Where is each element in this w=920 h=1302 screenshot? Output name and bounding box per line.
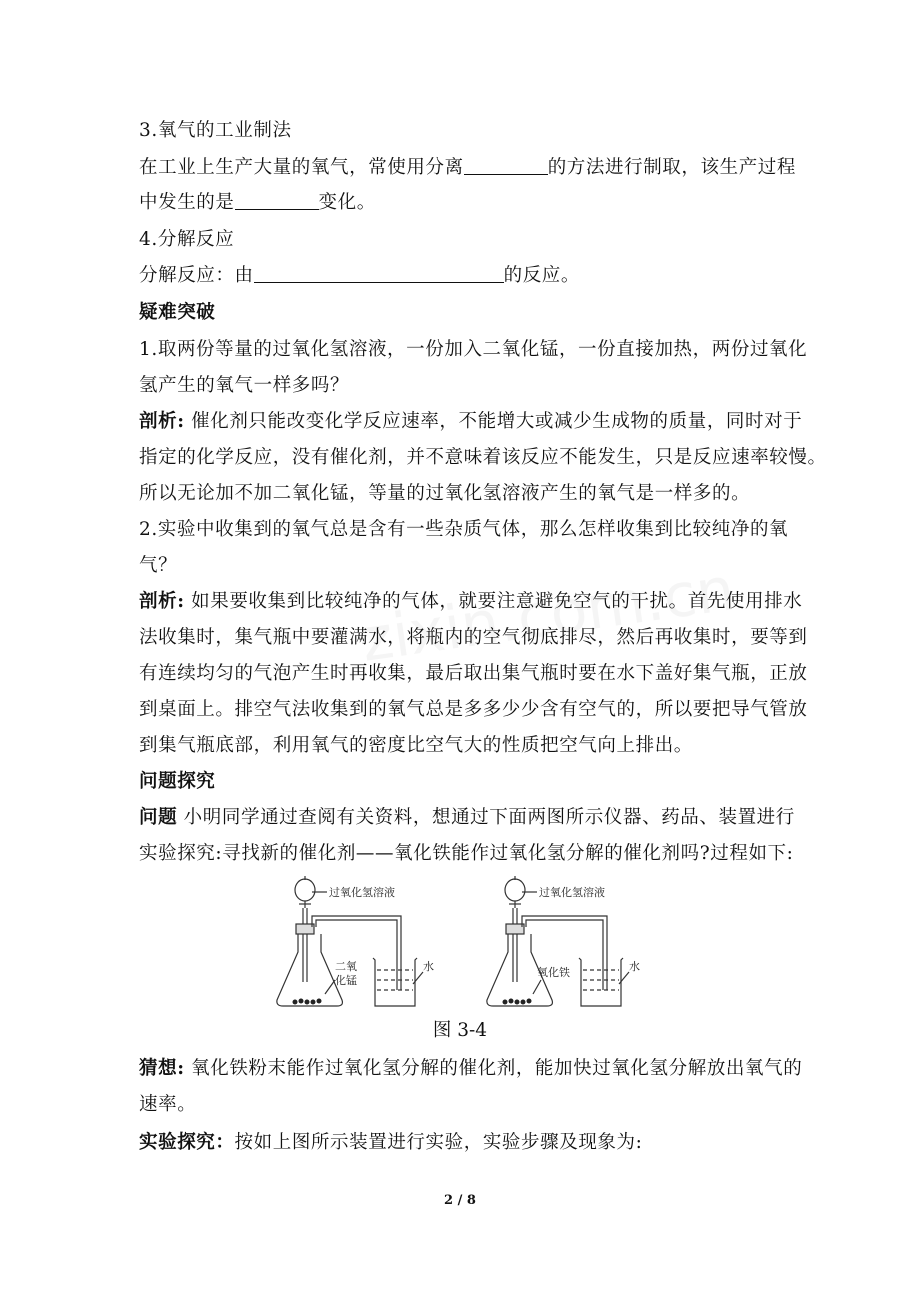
figure-caption: 图 3-4 <box>432 1020 488 1041</box>
guess-text: 氧化铁粉末能作过氧化氢分解的催化剂，能加快过氧化氢分解放出氧气的 <box>184 1058 803 1079</box>
answer-1-line-2: 指定的化学反应，没有催化剂，并不意味着该反应不能发生，只是反应速率较慢。 <box>139 447 827 468</box>
right-funnel-bulb <box>505 879 525 901</box>
fill-blank <box>464 156 548 175</box>
left-solid-label-2: 化锰 <box>335 974 357 987</box>
fill-blank <box>235 191 319 210</box>
question-2-line-1: 2.实验中收集到的氧气总是含有一些杂质气体，那么怎样收集到比较纯净的氧 <box>139 519 789 540</box>
left-beaker <box>373 958 417 1006</box>
experiment-line <box>139 1130 789 1156</box>
guess-line-1 <box>139 1056 803 1082</box>
explore-heading: 问题探究 <box>139 771 216 792</box>
answer-2-line-1 <box>139 589 803 615</box>
explore-question-line-1 <box>139 805 795 831</box>
guess-label: 猜想: <box>139 1058 185 1079</box>
question-2-line-2: 气？ <box>139 555 178 576</box>
answer-1-line-1 <box>139 409 803 435</box>
left-funnel-label: 过氧化氢溶液 <box>329 886 395 899</box>
page-number: 2 / 8 <box>444 1193 476 1208</box>
right-beaker <box>579 958 623 1006</box>
right-solid-label: 氧化铁 <box>537 966 570 979</box>
guess-line-2: 速率。 <box>139 1094 197 1115</box>
explore-question-line-2: 实验探究:寻找新的催化剂——氧化铁能作过氧化氢分解的催化剂吗?过程如下: <box>139 843 794 864</box>
section-4-title: 4.分解反应 <box>139 229 235 250</box>
experiment-label: 实验探究： <box>139 1132 235 1153</box>
fill-blank <box>254 264 504 283</box>
section-4-line-1 <box>139 263 789 289</box>
right-water-label: 水 <box>629 960 640 973</box>
question-1-line-2: 氢产生的氧气一样多吗？ <box>139 375 350 396</box>
answer-label: 剖析: <box>139 411 185 432</box>
left-flask <box>277 934 343 1006</box>
section-4-text-a: 分解反应：由 <box>139 265 254 286</box>
question-label: 问题 <box>139 807 178 828</box>
section-4-text-b: 的反应。 <box>503 265 581 286</box>
left-water-label: 水 <box>423 960 434 973</box>
apparatus-figure <box>265 872 665 1012</box>
section-3-text-c: 中发生的是 <box>139 192 235 213</box>
explore-question-text: 小明同学通过查阅有关资料，想通过下面两图所示仪器、药品、装置进行 <box>177 807 795 828</box>
left-funnel-bulb <box>295 879 315 901</box>
section-3-line-1 <box>139 155 797 181</box>
left-solid-label-1: 二氧 <box>335 960 357 973</box>
answer-1-text: 催化剂只能改变化学反应速率，不能增大或减少生成物的质量，同时对于 <box>184 411 803 432</box>
apparatus-diagram <box>265 872 665 1012</box>
section-3-text-d: 变化。 <box>318 192 376 213</box>
answer-2-line-3: 有连续均匀的气泡产生时再收集，最后取出集气瓶时要在水下盖好集气瓶，正放 <box>139 663 808 684</box>
right-funnel-label: 过氧化氢溶液 <box>539 886 605 899</box>
answer-2-line-5: 到集气瓶底部，利用氧气的密度比空气大的性质把空气向上排出。 <box>139 735 693 756</box>
answer-label: 剖析: <box>139 591 185 612</box>
question-1-line-1: 1.取两份等量的过氧化氢溶液，一份加入二氧化锰，一份直接加热，两份过氧化 <box>139 339 808 360</box>
answer-2-text: 如果要收集到比较纯净的气体，就要注意避免空气的干扰。首先使用排水 <box>184 591 803 612</box>
answer-2-line-4: 到桌面上。排空气法收集到的氧气总是多多少少含有空气的，所以要把导气管放 <box>139 699 808 720</box>
answer-1-line-3: 所以无论加不加二氧化锰，等量的过氧化氢溶液产生的氧气是一样多的。 <box>139 483 751 504</box>
answer-2-line-2: 法收集时，集气瓶中要灌满水，将瓶内的空气彻底排尽，然后再收集时，要等到 <box>139 627 808 648</box>
section-3-title: 3.氧气的工业制法 <box>139 120 292 141</box>
section-3-line-2 <box>139 190 789 216</box>
section-3-text-b: 的方法进行制取，该生产过程 <box>547 157 797 178</box>
difficult-heading: 疑难突破 <box>139 302 216 323</box>
section-3-text-a: 在工业上生产大量的氧气，常使用分离 <box>139 157 464 178</box>
experiment-text: 按如上图所示装置进行实验，实验步骤及现象为: <box>234 1132 643 1153</box>
